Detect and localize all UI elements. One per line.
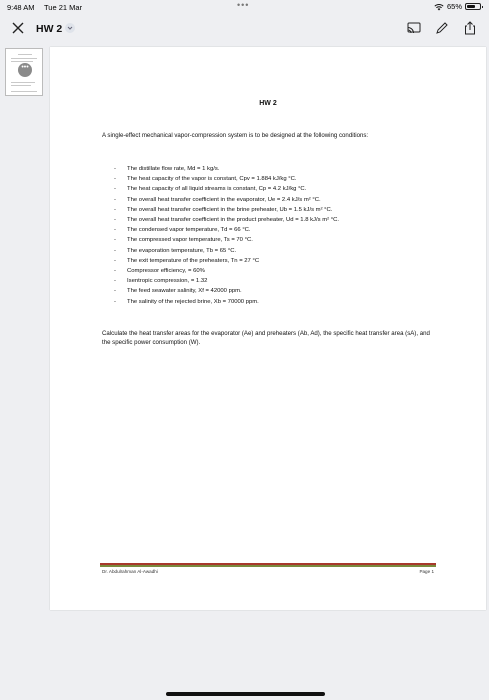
condition-item: - The heat capacity of the vapor is constant, Cpv = 1.884 kJ/kg °C. [114,174,434,184]
nav-bar [0,16,489,42]
condition-item: - The salinity of the rejected brine, Xb = 70000 ppm. [114,297,434,307]
battery-fill [467,5,475,8]
thumbnail-more-icon[interactable]: ••• [18,63,32,77]
cast-icon[interactable] [407,21,421,35]
condition-item: - The compressed vapor temperature, Ts = 70 °C. [114,235,434,245]
footer-page-number: Page 1 [419,569,434,574]
condition-item: - The exit temperature of the preheaters, Tn = 27 °C [114,256,434,266]
condition-item: - The overall heat transfer coefficient in the brine preheater, Ub = 1.5 kJ/s m² °C. [114,205,434,215]
condition-item: - The condensed vapor temperature, Td = 66 °C. [114,225,434,235]
condition-item: - The overall heat transfer coefficient in the evaporator, Ue = 2.4 kJ/s m² °C. [114,195,434,205]
condition-item: - The heat capacity of all liquid streams is constant, Cp = 4.2 kJ/kg °C. [114,184,434,194]
condition-item: - Compressor efficiency, = 60% [114,266,434,276]
page-heading: HW 2 [259,100,277,107]
share-icon[interactable] [463,21,477,35]
battery-icon [465,3,481,10]
condition-item: - The distillate flow rate, Md = 1 kg/s. [114,164,434,174]
wifi-icon [434,3,444,11]
chevron-down-icon[interactable] [65,23,75,33]
status-date: Tue 21 Mar [44,3,83,12]
condition-item: - The overall heat transfer coefficient in the product preheater, Ud = 1.8 kJ/s m² °C. [114,215,434,225]
condition-item: - The evaporation temperature, Tb = 65 °C. [114,246,434,256]
home-indicator[interactable] [166,692,325,696]
toolbar-actions [407,21,477,35]
document-title[interactable]: HW 2 [36,23,63,35]
status-bar [0,0,489,14]
status-indicators [434,2,481,11]
page-thumbnail[interactable] [5,48,43,96]
condition-item: - The feed seawater salinity, Xf = 42000 ppm. [114,286,434,296]
footer-author: Dr. Abdulrahman Al-Awadhi [102,569,158,574]
battery-percent: 65% [446,2,462,11]
intro-paragraph: A single-effect mechanical vapor-compression system is to be designed at the following conditions: [102,132,369,139]
task-paragraph: Calculate the heat transfer areas for the evaporator (Ae) and preheaters (Ab, Ad), the specific heat transfer area (sA), and the specific power consumption (W). [102,330,430,346]
document-page [50,47,486,610]
multitask-dots-icon[interactable]: ••• [237,0,250,10]
status-time: 9:48 AM [7,3,35,12]
close-icon[interactable] [10,20,26,36]
page-thumbnail-rail [0,42,50,700]
conditions-list [114,164,434,307]
condition-item: - Isentropic compression, = 1.32 [114,276,434,286]
footer-rule-olive [100,565,436,567]
pencil-icon[interactable] [435,21,449,35]
